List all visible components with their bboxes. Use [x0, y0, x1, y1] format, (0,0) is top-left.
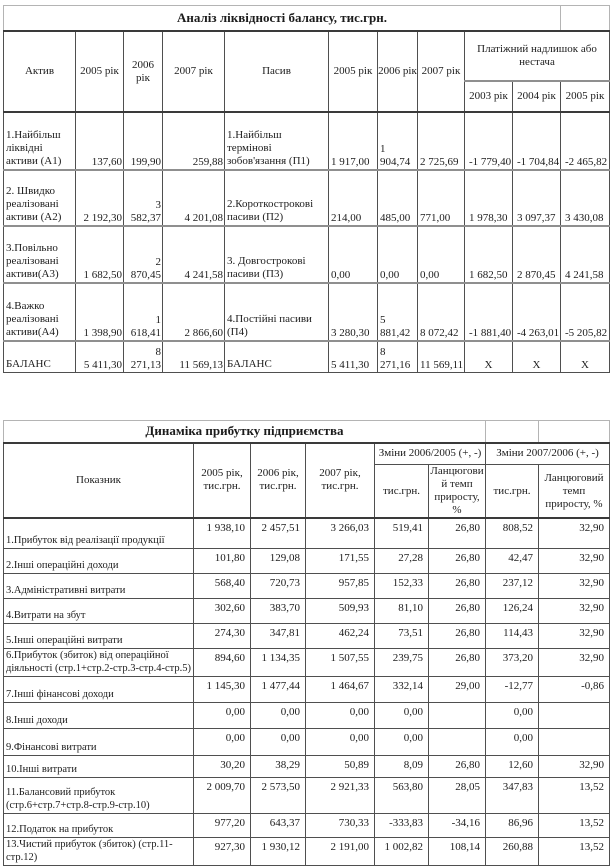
value-cell: 1 930,12	[251, 837, 306, 865]
value-cell: -12,77	[486, 676, 539, 702]
asset-value-cell: 8 271,13	[124, 341, 163, 372]
value-cell: 50,89	[306, 755, 375, 777]
value-cell: 274,30	[194, 623, 251, 648]
value-cell: 0,00	[375, 702, 429, 728]
value-cell	[429, 728, 486, 755]
liability-value-cell: 11 569,11	[418, 341, 465, 372]
liability-value-cell: 5 411,30	[329, 341, 378, 372]
liability-value-cell: 214,00	[329, 170, 378, 226]
table-row	[4, 170, 610, 226]
value-cell: 0,00	[251, 728, 306, 755]
indicator-label-cell: 3.Адміністративні витрати	[4, 573, 194, 598]
liability-label-cell: БАЛАНС	[225, 341, 329, 372]
liability-value-cell: 8 271,16	[378, 341, 418, 372]
surplus-value-cell: X	[465, 341, 513, 372]
profit-table-block	[3, 420, 610, 866]
value-cell: 2 457,51	[251, 518, 306, 548]
surplus-value-cell: -4 263,01	[513, 283, 561, 341]
surplus-value-cell: -1 779,40	[465, 112, 513, 170]
indicator-label-cell: 1.Прибуток від реалізації продукції	[4, 518, 194, 548]
column-header-change-rate: Ланцюговий темп приросту, %	[539, 465, 610, 519]
surplus-value-cell: X	[513, 341, 561, 372]
value-cell	[539, 702, 610, 728]
value-cell: 1 134,35	[251, 648, 306, 676]
value-cell: 32,90	[539, 598, 610, 623]
liability-value-cell: 0,00	[329, 226, 378, 283]
column-header-surplus-year: 2004 рік	[513, 81, 561, 112]
value-cell: 1 002,82	[375, 837, 429, 865]
value-cell: 26,80	[429, 623, 486, 648]
indicator-label-cell: 4.Витрати на збут	[4, 598, 194, 623]
surplus-value-cell: -2 465,82	[561, 112, 610, 170]
table-row	[4, 676, 610, 702]
value-cell: 13,52	[539, 777, 610, 813]
liquidity-table	[3, 30, 610, 373]
indicator-label-cell: 2.Інші операційні доходи	[4, 548, 194, 573]
value-cell: 108,14	[429, 837, 486, 865]
asset-label-cell: 4.Важко реалізовані активи(А4)	[4, 283, 76, 341]
column-header-liability-year: 2005 рік	[329, 31, 378, 112]
value-cell: 347,83	[486, 777, 539, 813]
value-cell: 332,14	[375, 676, 429, 702]
value-cell: 927,30	[194, 837, 251, 865]
surplus-value-cell: 3 430,08	[561, 170, 610, 226]
value-cell: 26,80	[429, 598, 486, 623]
value-cell: 1 145,30	[194, 676, 251, 702]
value-cell: 129,08	[251, 548, 306, 573]
title-stub-cell	[485, 421, 538, 442]
indicator-label-cell: 12.Податок на прибуток	[4, 813, 194, 837]
indicator-label-cell: 13.Чистий прибуток (збиток) (стр.11-стр.12)	[4, 837, 194, 865]
liquidity-table-title: Аналіз ліквідності балансу, тис.грн.	[177, 10, 387, 25]
liability-value-cell: 3 280,30	[329, 283, 378, 341]
column-header-asset-year: 2006 рік	[124, 31, 163, 112]
value-cell: 26,80	[429, 548, 486, 573]
table-row	[4, 518, 610, 548]
value-cell: 1 938,10	[194, 518, 251, 548]
column-header-surplus-year: 2005 рік	[561, 81, 610, 112]
value-cell: 86,96	[486, 813, 539, 837]
liability-value-cell: 1 917,00	[329, 112, 378, 170]
value-cell: 42,47	[486, 548, 539, 573]
table-row	[4, 226, 610, 283]
value-cell: 730,33	[306, 813, 375, 837]
value-cell: 3 266,03	[306, 518, 375, 548]
value-cell: 0,00	[194, 702, 251, 728]
asset-value-cell: 2 870,45	[124, 226, 163, 283]
value-cell: 2 921,33	[306, 777, 375, 813]
value-cell: 12,60	[486, 755, 539, 777]
column-header-year: 2005 рік, тис.грн.	[194, 443, 251, 519]
value-cell: 237,12	[486, 573, 539, 598]
asset-value-cell: 4 201,08	[163, 170, 225, 226]
value-cell: 0,00	[375, 728, 429, 755]
value-cell: 32,90	[539, 623, 610, 648]
value-cell: 1 507,55	[306, 648, 375, 676]
value-cell: 720,73	[251, 573, 306, 598]
asset-label-cell: БАЛАНС	[4, 341, 76, 372]
value-cell: 2 191,00	[306, 837, 375, 865]
liquidity-table-block	[3, 0, 610, 373]
surplus-value-cell: 3 097,37	[513, 170, 561, 226]
asset-value-cell: 1 682,50	[76, 226, 124, 283]
table-row	[4, 623, 610, 648]
column-header-asset-year: 2007 рік	[163, 31, 225, 112]
value-cell: 32,90	[539, 755, 610, 777]
value-cell: 519,41	[375, 518, 429, 548]
value-cell: 26,80	[429, 648, 486, 676]
value-cell: 383,70	[251, 598, 306, 623]
table-row	[4, 648, 610, 676]
column-header-liability-year: 2007 рік	[418, 31, 465, 112]
liability-label-cell: 3. Довгострокові пасиви (П3)	[225, 226, 329, 283]
asset-value-cell: 259,88	[163, 112, 225, 170]
value-cell: 302,60	[194, 598, 251, 623]
value-cell: 32,90	[539, 548, 610, 573]
value-cell: 0,00	[306, 728, 375, 755]
asset-value-cell: 2 192,30	[76, 170, 124, 226]
value-cell: 0,00	[251, 702, 306, 728]
value-cell: 373,20	[486, 648, 539, 676]
column-header-surplus-group: Платіжний надлишок або нестача	[465, 31, 610, 81]
indicator-label-cell: 5.Інші операційні витрати	[4, 623, 194, 648]
surplus-value-cell: X	[561, 341, 610, 372]
liability-value-cell: 771,00	[418, 170, 465, 226]
column-header-liability: Пасив	[225, 31, 329, 112]
value-cell: 462,24	[306, 623, 375, 648]
value-cell: 101,80	[194, 548, 251, 573]
column-header-asset: Актив	[4, 31, 76, 112]
table-row	[4, 837, 610, 865]
surplus-value-cell: 1 978,30	[465, 170, 513, 226]
indicator-label-cell: 6.Прибуток (збиток) від операційної діяльності (стр.1+стр.2-стр.3-стр.4-стр.5)	[4, 648, 194, 676]
value-cell: 32,90	[539, 648, 610, 676]
value-cell: 347,81	[251, 623, 306, 648]
table-row	[4, 813, 610, 837]
column-header-change-group: Зміни 2007/2006 (+, -)	[486, 443, 610, 465]
value-cell: 643,37	[251, 813, 306, 837]
value-cell: 0,00	[486, 702, 539, 728]
column-header-liability-year: 2006 рік	[378, 31, 418, 112]
value-cell: -34,16	[429, 813, 486, 837]
value-cell: 509,93	[306, 598, 375, 623]
value-cell: 26,80	[429, 573, 486, 598]
liability-value-cell: 5 881,42	[378, 283, 418, 341]
table-row	[4, 548, 610, 573]
column-header-year: 2006 рік, тис.грн.	[251, 443, 306, 519]
indicator-label-cell: 7.Інші фінансові доходи	[4, 676, 194, 702]
value-cell: 0,00	[194, 728, 251, 755]
surplus-value-cell: 1 682,50	[465, 226, 513, 283]
value-cell: 2 009,70	[194, 777, 251, 813]
asset-value-cell: 11 569,13	[163, 341, 225, 372]
surplus-value-cell: -1 704,84	[513, 112, 561, 170]
value-cell: 152,33	[375, 573, 429, 598]
asset-value-cell: 199,90	[124, 112, 163, 170]
value-cell: 0,00	[486, 728, 539, 755]
indicator-label-cell: 11.Балансовий прибуток (стр.6+стр.7+стр.8-стр.9-стр.10)	[4, 777, 194, 813]
value-cell: 32,90	[539, 518, 610, 548]
value-cell	[539, 728, 610, 755]
column-header-year: 2007 рік, тис.грн.	[306, 443, 375, 519]
value-cell: 894,60	[194, 648, 251, 676]
column-header-indicator: Показник	[4, 443, 194, 519]
value-cell: 568,40	[194, 573, 251, 598]
profit-table	[3, 442, 610, 866]
value-cell: -0,86	[539, 676, 610, 702]
liability-label-cell: 2.Короткострокові пасиви (П2)	[225, 170, 329, 226]
value-cell: 38,29	[251, 755, 306, 777]
indicator-label-cell: 10.Інші витрати	[4, 755, 194, 777]
asset-label-cell: 2. Швидко реалізовані активи (А2)	[4, 170, 76, 226]
value-cell: -333,83	[375, 813, 429, 837]
surplus-value-cell: 2 870,45	[513, 226, 561, 283]
value-cell: 977,20	[194, 813, 251, 837]
value-cell: 13,52	[539, 837, 610, 865]
value-cell: 30,20	[194, 755, 251, 777]
asset-value-cell: 5 411,30	[76, 341, 124, 372]
title-stub-cell	[560, 6, 609, 30]
value-cell: 32,90	[539, 573, 610, 598]
column-header-surplus-year: 2003 рік	[465, 81, 513, 112]
asset-value-cell: 3 582,37	[124, 170, 163, 226]
table-row	[4, 777, 610, 813]
liquidity-title-bar	[3, 5, 610, 30]
table-row	[4, 702, 610, 728]
value-cell: 8,09	[375, 755, 429, 777]
value-cell: 126,24	[486, 598, 539, 623]
value-cell: 27,28	[375, 548, 429, 573]
profit-table-title: Динаміка прибутку підприємства	[145, 423, 344, 438]
asset-label-cell: 3.Повільно реалізовані активи(А3)	[4, 226, 76, 283]
table-row	[4, 755, 610, 777]
asset-value-cell: 1 398,90	[76, 283, 124, 341]
table-row	[4, 573, 610, 598]
title-stub-cell	[538, 421, 609, 442]
liability-value-cell: 2 725,69	[418, 112, 465, 170]
liability-label-cell: 4.Постійні пасиви (П4)	[225, 283, 329, 341]
value-cell: 26,80	[429, 755, 486, 777]
value-cell: 1 464,67	[306, 676, 375, 702]
liability-value-cell: 0,00	[418, 226, 465, 283]
liability-value-cell: 0,00	[378, 226, 418, 283]
value-cell: 239,75	[375, 648, 429, 676]
liability-value-cell: 485,00	[378, 170, 418, 226]
column-header-change-rate: Ланцюговий темп приросту, %	[430, 465, 484, 516]
value-cell: 29,00	[429, 676, 486, 702]
value-cell: 563,80	[375, 777, 429, 813]
value-cell: 171,55	[306, 548, 375, 573]
column-header-change-group: Зміни 2006/2005 (+, -)	[375, 443, 486, 465]
surplus-value-cell: 4 241,58	[561, 226, 610, 283]
value-cell: 2 573,50	[251, 777, 306, 813]
column-header-change-ths: тис.грн.	[375, 465, 429, 519]
asset-value-cell: 2 866,60	[163, 283, 225, 341]
table-row	[4, 598, 610, 623]
value-cell: 26,80	[429, 518, 486, 548]
value-cell	[429, 702, 486, 728]
profit-title-bar	[3, 420, 610, 442]
liability-value-cell: 1 904,74	[378, 112, 418, 170]
surplus-value-cell: -5 205,82	[561, 283, 610, 341]
balance-row	[4, 341, 610, 372]
table-row	[4, 283, 610, 341]
value-cell: 114,43	[486, 623, 539, 648]
value-cell: 28,05	[429, 777, 486, 813]
value-cell: 1 477,44	[251, 676, 306, 702]
value-cell: 81,10	[375, 598, 429, 623]
column-header-asset-year: 2005 рік	[76, 31, 124, 112]
indicator-label-cell: 8.Інші доходи	[4, 702, 194, 728]
liability-label-cell: 1.Найбільш термінові зобов'язання (П1)	[225, 112, 329, 170]
value-cell: 260,88	[486, 837, 539, 865]
value-cell: 957,85	[306, 573, 375, 598]
value-cell: 13,52	[539, 813, 610, 837]
asset-label-cell: 1.Найбільш ліквідні активи (А1)	[4, 112, 76, 170]
indicator-label-cell: 9.Фінансові витрати	[4, 728, 194, 755]
liability-value-cell: 8 072,42	[418, 283, 465, 341]
asset-value-cell: 137,60	[76, 112, 124, 170]
value-cell: 0,00	[306, 702, 375, 728]
value-cell: 73,51	[375, 623, 429, 648]
value-cell: 808,52	[486, 518, 539, 548]
table-row	[4, 112, 610, 170]
asset-value-cell: 1 618,41	[124, 283, 163, 341]
table-row	[4, 728, 610, 755]
surplus-value-cell: -1 881,40	[465, 283, 513, 341]
asset-value-cell: 4 241,58	[163, 226, 225, 283]
column-header-change-ths: тис.грн.	[486, 465, 539, 519]
